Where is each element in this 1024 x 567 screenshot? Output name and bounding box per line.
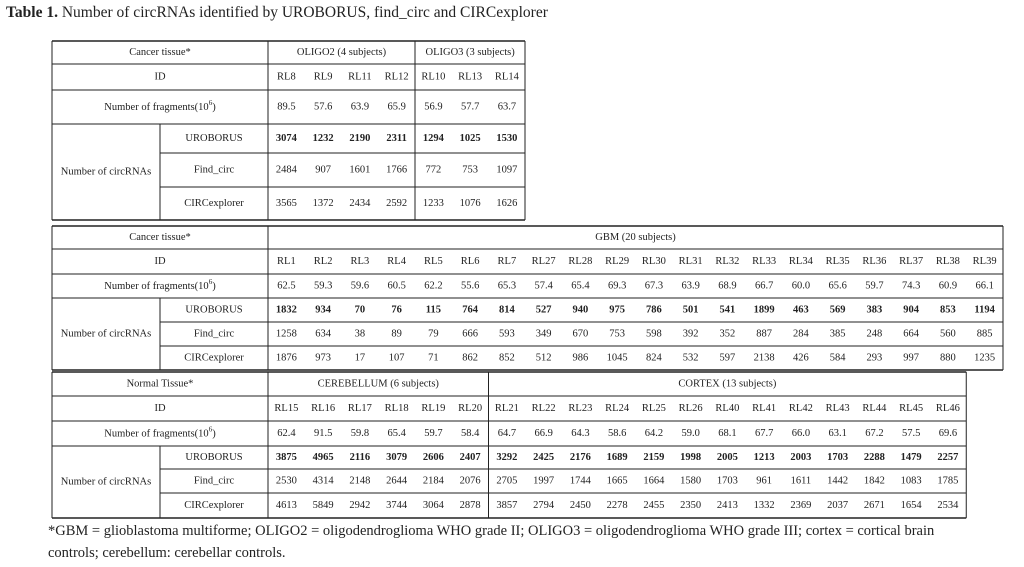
findcirc-cell: 598 [646, 328, 662, 340]
id-cell: RL35 [825, 256, 850, 267]
id-cell: RL42 [788, 403, 813, 414]
fragments-cell: 69.3 [607, 280, 627, 292]
uroborus-cell: 940 [572, 304, 589, 316]
uroborus-cell: 2407 [459, 452, 481, 463]
uroborus-cell: 2176 [569, 452, 591, 463]
uroborus-cell: 1703 [827, 452, 849, 463]
circexplorer-cell: 1045 [606, 352, 628, 364]
fragments-cell: 59.7 [865, 280, 884, 292]
circexplorer-cell: 3744 [386, 500, 408, 511]
fragments-cell: 74.3 [901, 280, 921, 292]
uroborus-cell: 1232 [312, 133, 334, 144]
group-header: GBM (20 subjects) [595, 232, 676, 243]
uroborus-cell: 70 [354, 304, 366, 316]
fragments-cell: 56.9 [424, 101, 443, 113]
fragments-cell: 68.1 [718, 428, 737, 439]
uroborus-cell: 1832 [275, 304, 297, 316]
circrnas-row-label: Number of circRNAs [60, 166, 152, 178]
id-row-label: ID [154, 403, 166, 414]
fragments-cell: 57.4 [534, 280, 553, 292]
id-cell: RL41 [752, 403, 777, 414]
circexplorer-cell: 584 [829, 352, 846, 364]
findcirc-cell: 2148 [349, 475, 371, 487]
findcirc-cell: 961 [756, 475, 772, 487]
uroborus-label: UROBORUS [185, 304, 243, 316]
id-cell: RL38 [935, 256, 960, 267]
uroborus-cell: 115 [425, 304, 441, 316]
findcirc-cell: 352 [719, 328, 736, 340]
tissue-header: Normal Tissue* [126, 378, 194, 390]
uroborus-cell: 934 [315, 304, 331, 316]
id-cell: RL7 [497, 256, 517, 267]
id-cell: RL44 [862, 403, 887, 414]
uroborus-cell: 2425 [533, 452, 555, 463]
id-cell: RL6 [460, 256, 480, 267]
circexplorer-cell: 986 [572, 352, 589, 364]
findcirc-cell: 772 [425, 164, 442, 176]
findcirc-cell: 1442 [827, 475, 849, 487]
footnote-line-1: *GBM = glioblastoma multiforme; OLIGO2 = oligodendroglioma WHO grade II; OLIGO3 = oligodendroglioma WHO grade III; cortex = cortical brain [48, 523, 935, 539]
findcirc-cell: 2530 [275, 475, 297, 487]
id-cell: RL16 [311, 403, 336, 414]
uroborus-label: UROBORUS [185, 133, 243, 144]
circexplorer-cell: 880 [940, 352, 956, 364]
id-row-label: ID [154, 256, 166, 267]
circexplorer-cell: 1076 [459, 198, 481, 209]
id-cell: RL15 [274, 403, 299, 414]
fragments-cell: 59.7 [424, 428, 443, 439]
findcirc-cell: 1703 [716, 475, 738, 487]
findcirc-cell: 753 [462, 164, 478, 176]
id-cell: RL23 [568, 403, 593, 414]
findcirc-cell: 1766 [386, 164, 408, 176]
id-cell: RL25 [641, 403, 666, 414]
id-cell: RL33 [752, 256, 777, 267]
tissue-header: Cancer tissue* [129, 232, 191, 243]
uroborus-cell: 2159 [643, 452, 665, 463]
findcirc-label: Find_circ [193, 328, 235, 340]
circexplorer-cell: 3565 [275, 198, 297, 209]
findcirc-cell: 349 [535, 328, 552, 340]
fragments-cell: 67.3 [644, 280, 664, 292]
fragments-cell: 65.4 [571, 280, 590, 292]
circexplorer-cell: 2350 [680, 500, 702, 511]
fragments-cell: 63.7 [497, 101, 517, 113]
circexplorer-cell: 2413 [716, 500, 738, 511]
findcirc-cell: 1097 [496, 164, 518, 176]
fragments-cell: 63.1 [828, 428, 847, 439]
id-cell: RL19 [421, 403, 446, 414]
group-header: CEREBELLUM (6 subjects) [317, 378, 439, 390]
fragments-cell: 62.5 [277, 280, 296, 292]
id-cell: RL40 [715, 403, 740, 414]
fragments-cell: 66.1 [975, 280, 994, 292]
group-header: OLIGO2 (4 subjects) [296, 47, 387, 58]
fragments-cell: 64.7 [497, 428, 517, 439]
uroborus-cell: 1479 [900, 452, 922, 463]
circexplorer-cell: 3064 [422, 500, 444, 511]
uroborus-cell: 1194 [974, 304, 995, 316]
circexplorer-cell: 2278 [606, 500, 628, 511]
id-cell: RL10 [421, 71, 446, 83]
findcirc-cell: 1842 [863, 475, 885, 487]
id-cell: RL27 [531, 256, 556, 267]
uroborus-cell: 383 [866, 304, 883, 316]
uroborus-cell: 904 [903, 304, 919, 316]
findcirc-cell: 1664 [643, 475, 665, 487]
id-cell: RL31 [678, 256, 703, 267]
group-header: OLIGO3 (3 subjects) [425, 47, 515, 58]
uroborus-cell: 1998 [680, 452, 702, 463]
findcirc-cell: 38 [354, 328, 366, 340]
findcirc-cell: 1611 [790, 475, 812, 487]
circexplorer-cell: 1654 [900, 500, 922, 511]
fragments-cell: 60.9 [938, 280, 958, 292]
fragments-cell: 58.4 [460, 428, 480, 439]
id-cell: RL9 [313, 71, 333, 83]
id-cell: RL37 [899, 256, 924, 267]
findcirc-cell: 1997 [533, 475, 555, 487]
uroborus-cell: 541 [719, 304, 736, 316]
id-cell: RL45 [899, 403, 924, 414]
fragments-cell: 65.3 [497, 280, 517, 292]
id-cell: RL21 [494, 403, 519, 414]
findcirc-cell: 593 [499, 328, 515, 340]
uroborus-cell: 814 [499, 304, 515, 316]
uroborus-cell: 853 [940, 304, 956, 316]
id-cell: RL39 [972, 256, 997, 267]
fragments-cell: 59.0 [681, 428, 700, 439]
findcirc-cell: 666 [462, 328, 478, 340]
circexplorer-cell: 107 [388, 352, 405, 364]
id-cell: RL29 [605, 256, 630, 267]
uroborus-cell: 1025 [459, 133, 481, 144]
id-cell: RL34 [788, 256, 813, 267]
fragments-cell: 65.4 [387, 428, 406, 439]
circexplorer-cell: 2369 [790, 500, 812, 511]
findcirc-cell: 1785 [937, 475, 959, 487]
fragments-cell: 67.7 [754, 428, 774, 439]
table-label: Table 1. [6, 4, 58, 21]
id-cell: RL17 [347, 403, 372, 414]
circexplorer-cell: 2450 [569, 500, 591, 511]
circexplorer-cell: 17 [354, 352, 366, 364]
fragments-cell: 60.0 [791, 280, 811, 292]
circexplorer-cell: 1626 [496, 198, 518, 209]
fragments-cell: 89.5 [277, 101, 296, 113]
id-cell: RL28 [568, 256, 593, 267]
fragments-cell: 67.2 [865, 428, 884, 439]
findcirc-cell: 89 [391, 328, 402, 340]
fragments-cell: 63.9 [350, 101, 370, 113]
findcirc-cell: 1601 [349, 164, 371, 176]
fragments-cell: 91.5 [313, 428, 333, 439]
findcirc-cell: 4314 [312, 475, 334, 487]
id-cell: RL5 [424, 256, 443, 267]
uroborus-cell: 1213 [753, 452, 775, 463]
fragments-cell: 66.7 [754, 280, 774, 292]
fragments-cell: 62.2 [424, 280, 443, 292]
uroborus-cell: 2190 [349, 133, 371, 144]
circexplorer-cell: 2455 [643, 500, 665, 511]
circexplorer-cell: 2592 [386, 198, 408, 209]
fragments-cell: 69.6 [938, 428, 958, 439]
circexplorer-cell: 1372 [312, 198, 334, 209]
fragments-cell: 59.8 [350, 428, 370, 439]
circexplorer-cell: 1332 [753, 500, 775, 511]
fragments-cell: 59.3 [313, 280, 333, 292]
uroborus-cell: 76 [391, 304, 402, 316]
uroborus-cell: 2257 [937, 452, 959, 463]
uroborus-cell: 2606 [422, 452, 444, 463]
id-cell: RL12 [384, 71, 409, 83]
findcirc-label: Find_circ [193, 475, 235, 487]
id-cell: RL32 [715, 256, 740, 267]
fragments-cell: 66.9 [534, 428, 553, 439]
circexplorer-cell: 2037 [827, 500, 849, 511]
id-cell: RL30 [641, 256, 666, 267]
findcirc-cell: 2076 [459, 475, 481, 487]
circexplorer-cell: 3857 [496, 500, 518, 511]
circexplorer-cell: 824 [646, 352, 662, 364]
circexplorer-cell: 1235 [974, 352, 996, 364]
fragments-cell: 64.2 [644, 428, 664, 439]
findcirc-cell: 2484 [275, 164, 297, 176]
circrnas-row-label: Number of circRNAs [60, 476, 152, 488]
tissue-header: Cancer tissue* [129, 47, 191, 58]
findcirc-cell: 664 [903, 328, 919, 340]
footnote-line-2: controls; cerebellum: cerebellar controls. [48, 545, 286, 561]
findcirc-cell: 392 [682, 328, 699, 340]
findcirc-cell: 1744 [569, 475, 591, 487]
uroborus-cell: 3875 [275, 452, 297, 463]
findcirc-cell: 1665 [606, 475, 628, 487]
findcirc-cell: 753 [609, 328, 625, 340]
fragments-cell: 57.7 [460, 101, 480, 113]
id-cell: RL18 [384, 403, 409, 414]
uroborus-cell: 1899 [753, 304, 775, 316]
findcirc-cell: 2705 [496, 475, 518, 487]
uroborus-cell: 569 [829, 304, 846, 316]
findcirc-cell: 2644 [386, 475, 408, 487]
id-cell: RL24 [605, 403, 630, 414]
findcirc-label: Find_circ [193, 164, 235, 176]
circexplorer-cell: 597 [719, 352, 736, 364]
uroborus-cell: 463 [793, 304, 809, 316]
circexplorer-cell: 1233 [422, 198, 444, 209]
id-cell: RL1 [277, 256, 296, 267]
findcirc-cell: 885 [976, 328, 993, 340]
fragments-cell: 65.6 [828, 280, 847, 292]
id-cell: RL46 [935, 403, 960, 414]
id-cell: RL36 [862, 256, 887, 267]
id-cell: RL22 [531, 403, 556, 414]
circexplorer-cell: 2671 [863, 500, 885, 511]
circrnas-row-label: Number of circRNAs [60, 328, 152, 340]
circexplorer-cell: 2942 [349, 500, 371, 511]
findcirc-cell: 1580 [680, 475, 702, 487]
uroborus-cell: 975 [609, 304, 625, 316]
findcirc-cell: 1083 [900, 475, 922, 487]
uroborus-cell: 786 [646, 304, 662, 316]
fragments-row-label: Number of $fragments(10^6)$ [104, 99, 216, 113]
id-cell: RL43 [825, 403, 850, 414]
circexplorer-cell: 2138 [753, 352, 775, 364]
uroborus-cell: 3079 [386, 452, 408, 463]
fragments-cell: 60.5 [387, 280, 406, 292]
circexplorer-cell: 71 [428, 352, 439, 364]
circexplorer-cell: 2534 [937, 500, 959, 511]
fragments-cell: 59.6 [350, 280, 370, 292]
circexplorer-cell: 2794 [533, 500, 555, 511]
fragments-cell: 68.9 [718, 280, 737, 292]
id-cell: RL14 [494, 71, 519, 83]
fragments-cell: 57.5 [901, 428, 921, 439]
uroborus-cell: 1294 [422, 133, 444, 144]
fragments-cell: 58.6 [607, 428, 627, 439]
table-footnote [48, 520, 1018, 564]
findcirc-cell: 385 [829, 328, 846, 340]
id-cell: RL20 [458, 403, 483, 414]
uroborus-label: UROBORUS [185, 452, 243, 463]
uroborus-cell: 2311 [386, 133, 407, 144]
uroborus-cell: 1689 [606, 452, 628, 463]
findcirc-cell: 634 [315, 328, 331, 340]
fragments-cell: 63.9 [681, 280, 700, 292]
uroborus-cell: 527 [535, 304, 552, 316]
fragments-cell: 55.6 [460, 280, 480, 292]
circexplorer-cell: 2878 [459, 500, 481, 511]
fragments-cell: 57.6 [313, 101, 333, 113]
fragments-cell: 64.3 [571, 428, 590, 439]
id-row-label: ID [154, 71, 166, 83]
circexplorer-cell: 512 [535, 352, 552, 364]
findcirc-cell: 887 [756, 328, 772, 340]
circexplorer-label: CIRCexplorer [184, 352, 244, 364]
uroborus-cell: 3074 [275, 133, 297, 144]
circexplorer-cell: 426 [793, 352, 809, 364]
findcirc-cell: 2184 [422, 475, 444, 487]
circexplorer-cell: 852 [499, 352, 515, 364]
uroborus-cell: 4965 [312, 452, 334, 463]
findcirc-cell: 560 [940, 328, 956, 340]
circexplorer-label: CIRCexplorer [184, 500, 244, 511]
uroborus-cell: 764 [462, 304, 478, 316]
circexplorer-cell: 862 [462, 352, 478, 364]
id-cell: RL26 [678, 403, 703, 414]
fragments-row-label: Number of $fragments(10^6)$ [104, 278, 216, 292]
uroborus-cell: 2288 [863, 452, 885, 463]
findcirc-cell: 284 [793, 328, 809, 340]
id-cell: RL13 [458, 71, 483, 83]
findcirc-cell: 907 [315, 164, 331, 176]
table-title: Number of circRNAs identified by UROBORUS, find_circ and CIRCexplorer [61, 4, 548, 21]
circexplorer-label: CIRCexplorer [184, 198, 244, 209]
uroborus-cell: 2005 [716, 452, 738, 463]
fragments-cell: 66.0 [791, 428, 811, 439]
circexplorer-cell: 1876 [275, 352, 297, 364]
uroborus-cell: 501 [682, 304, 699, 316]
circexplorer-cell: 532 [682, 352, 699, 364]
circexplorer-cell: 4613 [275, 500, 297, 511]
circexplorer-cell: 293 [866, 352, 883, 364]
id-cell: RL4 [387, 256, 406, 267]
uroborus-cell: 3292 [496, 452, 518, 463]
uroborus-cell: 2116 [349, 452, 371, 463]
findcirc-cell: 1258 [275, 328, 297, 340]
circexplorer-cell: 997 [903, 352, 919, 364]
fragments-row-label: Number of $fragments(10^6)$ [104, 425, 216, 439]
circexplorer-cell: 973 [315, 352, 331, 364]
fragments-cell: 65.9 [387, 101, 406, 113]
fragments-cell: 62.4 [277, 428, 296, 439]
circexplorer-cell: 5849 [312, 500, 334, 511]
circexplorer-cell: 2434 [349, 198, 371, 209]
uroborus-cell: 2003 [790, 452, 812, 463]
group-header: CORTEX (13 subjects) [678, 378, 777, 390]
id-cell: RL11 [348, 71, 372, 83]
findcirc-cell: 670 [572, 328, 589, 340]
findcirc-cell: 79 [428, 328, 439, 340]
id-cell: RL3 [350, 256, 370, 267]
id-cell: RL2 [313, 256, 333, 267]
findcirc-cell: 248 [866, 328, 883, 340]
id-cell: RL8 [277, 71, 296, 83]
uroborus-cell: 1530 [496, 133, 518, 144]
